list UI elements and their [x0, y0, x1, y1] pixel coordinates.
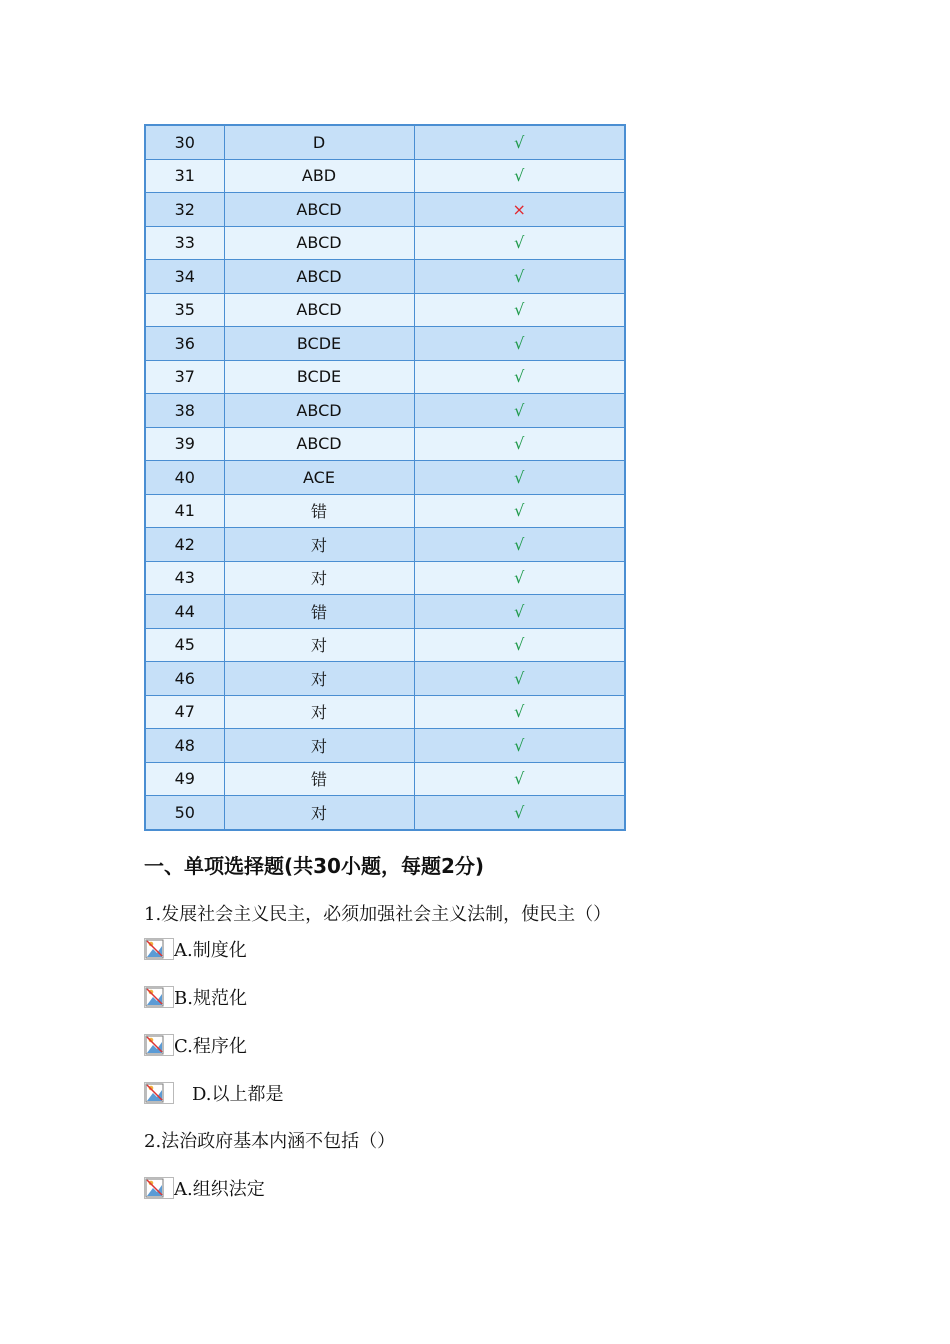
table-row — [145, 762, 625, 796]
question-number-cell: 45 — [145, 628, 224, 662]
correct-mark: √ — [414, 762, 625, 796]
answer-cell: ABCD — [224, 193, 414, 227]
option-2a[interactable]: A.组织法定 — [144, 1175, 265, 1201]
broken-image-icon — [144, 938, 174, 960]
table-row — [145, 260, 625, 294]
question-number-cell: 49 — [145, 762, 224, 796]
correct-mark: √ — [414, 595, 625, 629]
broken-image-icon — [144, 1177, 174, 1199]
table-row — [145, 729, 625, 763]
answer-cell: 对 — [224, 729, 414, 763]
option-1a[interactable]: A.制度化 — [144, 936, 247, 962]
answer-cell: 对 — [224, 796, 414, 830]
question-number-cell: 35 — [145, 293, 224, 327]
question-number-cell: 47 — [145, 695, 224, 729]
correct-mark: √ — [414, 561, 625, 595]
question-number-cell: 39 — [145, 427, 224, 461]
correct-mark: √ — [414, 260, 625, 294]
option-1c[interactable]: C.程序化 — [144, 1032, 247, 1058]
correct-mark: √ — [414, 695, 625, 729]
question-number-cell: 48 — [145, 729, 224, 763]
question-number-cell: 41 — [145, 494, 224, 528]
answer-cell: ABCD — [224, 427, 414, 461]
table-row — [145, 293, 625, 327]
question-number-cell: 34 — [145, 260, 224, 294]
table-row — [145, 394, 625, 428]
table-row — [145, 628, 625, 662]
answer-cell: ABCD — [224, 293, 414, 327]
option-1d[interactable]: D.以上都是 — [144, 1080, 284, 1106]
question-number-cell: 37 — [145, 360, 224, 394]
answer-cell: ABCD — [224, 260, 414, 294]
wrong-mark: × — [414, 193, 625, 227]
correct-mark: √ — [414, 494, 625, 528]
correct-mark: √ — [414, 226, 625, 260]
question-number-cell: 31 — [145, 159, 224, 193]
question-1-text: 1.发展社会主义民主，必须加强社会主义法制，使民主（） — [144, 904, 612, 925]
correct-mark: √ — [414, 528, 625, 562]
table-row — [145, 125, 625, 159]
answer-cell: BCDE — [224, 360, 414, 394]
correct-mark: √ — [414, 427, 625, 461]
question-number-cell: 40 — [145, 461, 224, 495]
table-row — [145, 662, 625, 696]
answer-cell: D — [224, 125, 414, 159]
answer-table — [144, 124, 626, 831]
table-row — [145, 561, 625, 595]
table-row — [145, 796, 625, 830]
correct-mark: √ — [414, 360, 625, 394]
correct-mark: √ — [414, 293, 625, 327]
answer-cell: 对 — [224, 528, 414, 562]
table-row — [145, 159, 625, 193]
table-row — [145, 360, 625, 394]
broken-image-icon — [144, 986, 174, 1008]
correct-mark: √ — [414, 796, 625, 830]
broken-image-icon — [144, 1082, 174, 1104]
answer-cell: 对 — [224, 561, 414, 595]
question-2-text: 2.法治政府基本内涵不包括（） — [144, 1131, 396, 1152]
question-number-cell: 50 — [145, 796, 224, 830]
answer-cell: ABCD — [224, 394, 414, 428]
question-number-cell: 36 — [145, 327, 224, 361]
answer-cell: 对 — [224, 662, 414, 696]
answer-cell: ACE — [224, 461, 414, 495]
question-number-cell: 43 — [145, 561, 224, 595]
question-number-cell: 46 — [145, 662, 224, 696]
correct-mark: √ — [414, 327, 625, 361]
answer-cell: 错 — [224, 494, 414, 528]
correct-mark: √ — [414, 461, 625, 495]
table-row — [145, 327, 625, 361]
table-row — [145, 226, 625, 260]
table-row — [145, 695, 625, 729]
question-number-cell: 30 — [145, 125, 224, 159]
answer-cell: 对 — [224, 628, 414, 662]
correct-mark: √ — [414, 159, 625, 193]
table-row — [145, 461, 625, 495]
broken-image-icon — [144, 1034, 174, 1056]
table-row — [145, 494, 625, 528]
question-number-cell: 42 — [145, 528, 224, 562]
answer-cell: 错 — [224, 762, 414, 796]
correct-mark: √ — [414, 729, 625, 763]
question-number-cell: 38 — [145, 394, 224, 428]
correct-mark: √ — [414, 394, 625, 428]
correct-mark: √ — [414, 628, 625, 662]
correct-mark: √ — [414, 662, 625, 696]
answer-cell: ABCD — [224, 226, 414, 260]
question-number-cell: 32 — [145, 193, 224, 227]
answer-cell: 错 — [224, 595, 414, 629]
correct-mark: √ — [414, 125, 625, 159]
section-heading: 一、单项选择题(共30小题，每题2分) — [144, 854, 485, 878]
answer-cell: 对 — [224, 695, 414, 729]
answer-cell: BCDE — [224, 327, 414, 361]
table-row — [145, 595, 625, 629]
question-number-cell: 44 — [145, 595, 224, 629]
table-row — [145, 528, 625, 562]
question-number-cell: 33 — [145, 226, 224, 260]
answer-cell: ABD — [224, 159, 414, 193]
table-row — [145, 427, 625, 461]
table-row — [145, 193, 625, 227]
option-1b[interactable]: B.规范化 — [144, 984, 247, 1010]
